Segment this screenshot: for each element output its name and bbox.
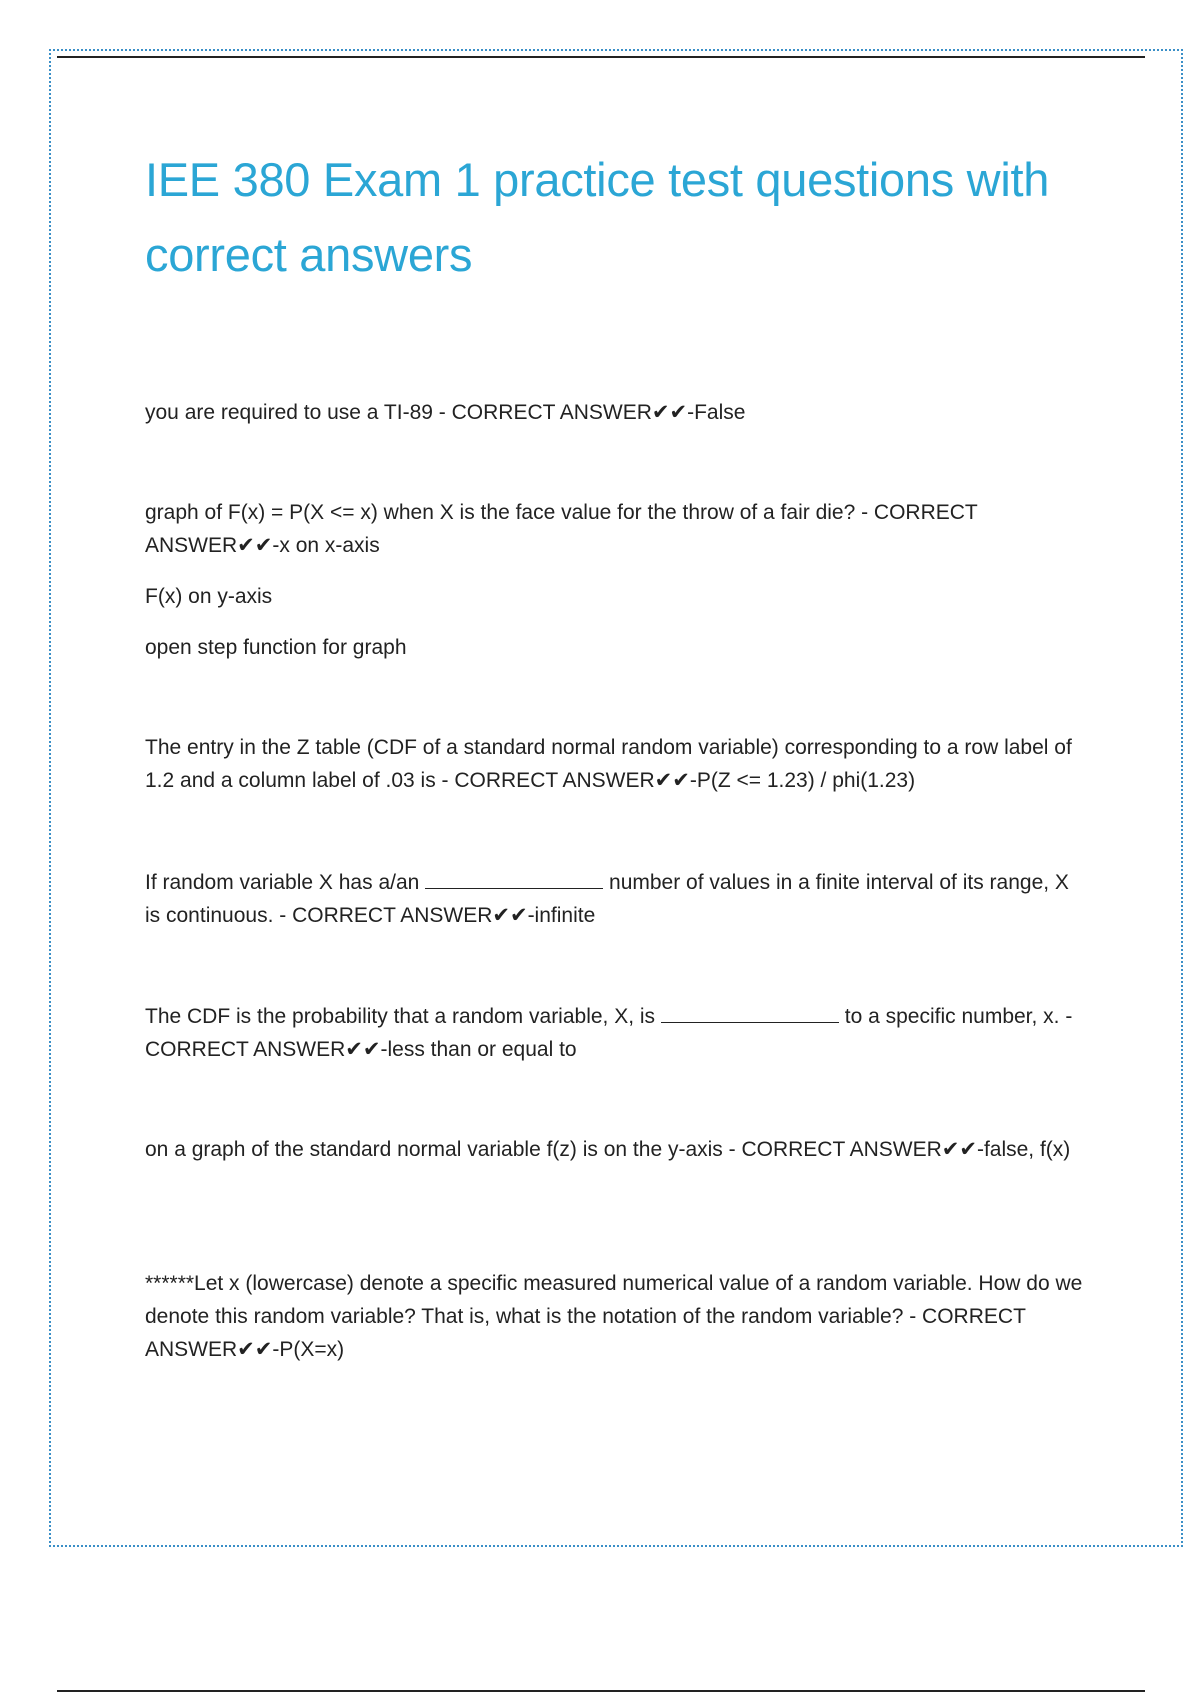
qa-text: on a graph of the standard normal variable f(z) is on the y-axis - CORRECT ANSWER✔✔-false, f(x) <box>145 1138 1071 1161</box>
fill-in-blank <box>425 871 603 889</box>
qa-text-continued: F(x) on y-axis <box>145 585 273 608</box>
qa-item-2 <box>145 496 1085 664</box>
qa-item-4 <box>145 866 1085 932</box>
qa-text-continued: open step function for graph <box>145 636 407 659</box>
qa-text-before-blank: If random variable X has a/an <box>145 871 420 894</box>
qa-text: ******Let x (lowercase) denote a specific measured numerical value of a random variable. How do we denote this random variable? That is, what is the notation of the random variable? - CORRECT ANSWER✔✔-P(X=x) <box>145 1272 1083 1361</box>
qa-item-5 <box>145 1000 1085 1066</box>
document-title: IEE 380 Exam 1 practice test questions with correct answers <box>145 153 1050 281</box>
qa-text <box>145 1000 1085 1066</box>
qa-text: graph of F(x) = P(X <= x) when X is the face value for the throw of a fair die? - CORRECT ANSWER✔✔-x on x-axis <box>145 501 978 557</box>
qa-item-7 <box>145 1267 1085 1366</box>
qa-text-before-blank: The CDF is the probability that a random variable, X, is <box>145 1005 656 1028</box>
qa-text <box>145 866 1085 932</box>
qa-item-6 <box>145 1133 1085 1166</box>
qa-text-after-blank: to a specific number, x. - CORRECT ANSWER✔✔-less than or equal to <box>145 1005 1073 1061</box>
qa-text-after-blank: number of values in a finite interval of its range, X is continuous. - CORRECT ANSWER✔✔-infinite <box>145 871 1069 927</box>
qa-text: you are required to use a TI-89 - CORRECT ANSWER✔✔-False <box>145 401 746 424</box>
qa-item-1 <box>145 396 1085 429</box>
qa-text: The entry in the Z table (CDF of a standard normal random variable) corresponding to a row label of 1.2 and a column label of .03 is - CORRECT ANSWER✔✔-P(Z <= 1.23) / phi(1.23) <box>145 736 1072 792</box>
fill-in-blank <box>661 1005 839 1023</box>
qa-item-3 <box>145 731 1085 797</box>
bottom-rule <box>57 1690 1145 1692</box>
